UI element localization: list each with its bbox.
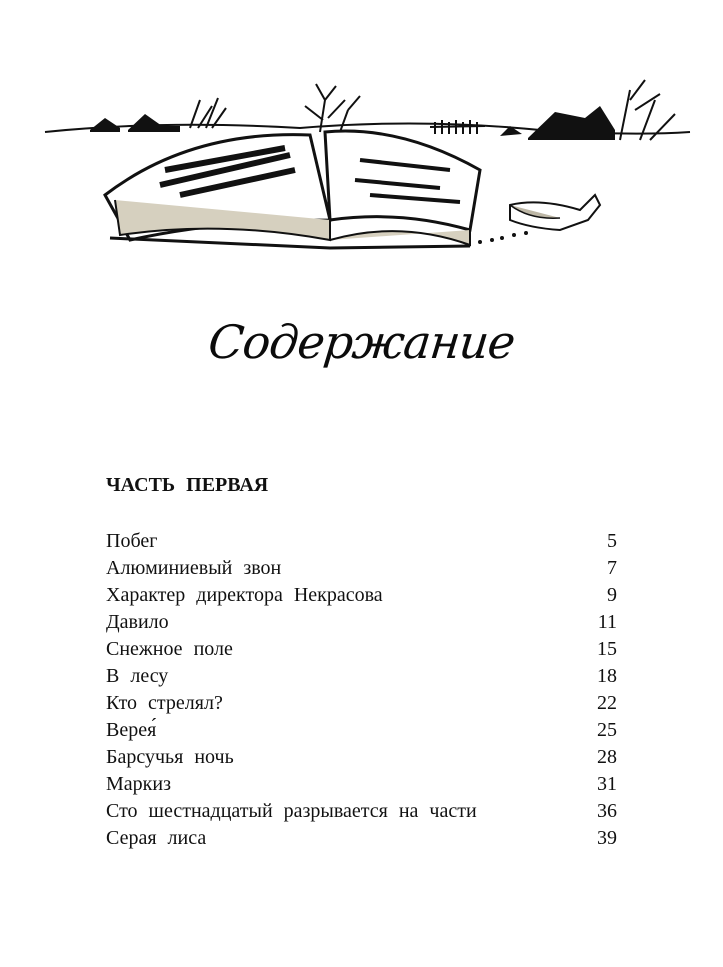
toc-entry-page: 36 xyxy=(597,800,617,822)
toc-entry-title: Характер директора Некрасова xyxy=(106,584,383,606)
toc-entry-page: 25 xyxy=(597,719,617,741)
toc-entry[interactable] xyxy=(106,582,617,609)
part-heading: ЧАСТЬ ПЕРВАЯ xyxy=(106,474,269,496)
toc-entry[interactable] xyxy=(106,636,617,663)
toc-entry[interactable] xyxy=(106,798,617,825)
toc-entry-title: Снежное поле xyxy=(106,638,233,660)
open-book-icon xyxy=(105,131,480,248)
toc-entry-page: 5 xyxy=(607,530,617,552)
toc-entry[interactable] xyxy=(106,771,617,798)
toc-entry-title: Барсучья ночь xyxy=(106,746,234,768)
toc-entry-title: Маркиз xyxy=(106,773,171,795)
toc-entry-title: Кто стрелял? xyxy=(106,692,223,714)
toc-entry-page: 9 xyxy=(607,584,617,606)
fox-icon xyxy=(510,195,600,230)
toc-entry[interactable] xyxy=(106,609,617,636)
toc-entry-page: 39 xyxy=(597,827,617,849)
house-left-icon xyxy=(90,118,120,132)
toc-entry-page: 11 xyxy=(597,611,617,633)
table-of-contents xyxy=(106,528,617,852)
toc-entry-page: 18 xyxy=(597,665,617,687)
toc-entry-title: Давило xyxy=(106,611,169,633)
toc-entry-title: Сто шестнадцатый разрывается на части xyxy=(106,800,477,822)
toc-entry-page: 28 xyxy=(597,746,617,768)
toc-entry-title: Побег xyxy=(106,530,158,552)
toc-entry[interactable] xyxy=(106,825,617,852)
page-title: Содержание xyxy=(205,315,518,369)
toc-entry-title: Серая лиса xyxy=(106,827,207,849)
toc-entry-title: Верея́ xyxy=(106,719,157,741)
toc-entry-title: В лесу xyxy=(106,665,169,687)
toc-entry[interactable] xyxy=(106,744,617,771)
toc-entry-page: 22 xyxy=(597,692,617,714)
toc-entry[interactable] xyxy=(106,690,617,717)
open-book-landscape-illustration xyxy=(40,70,700,260)
toc-entry[interactable] xyxy=(106,717,617,744)
toc-entry[interactable] xyxy=(106,555,617,582)
toc-entry[interactable] xyxy=(106,663,617,690)
toc-entry-page: 31 xyxy=(597,773,617,795)
toc-entry[interactable] xyxy=(106,528,617,555)
toc-entry-page: 7 xyxy=(607,557,617,579)
toc-entry-page: 15 xyxy=(597,638,617,660)
toc-entry-title: Алюминиевый звон xyxy=(106,557,282,579)
